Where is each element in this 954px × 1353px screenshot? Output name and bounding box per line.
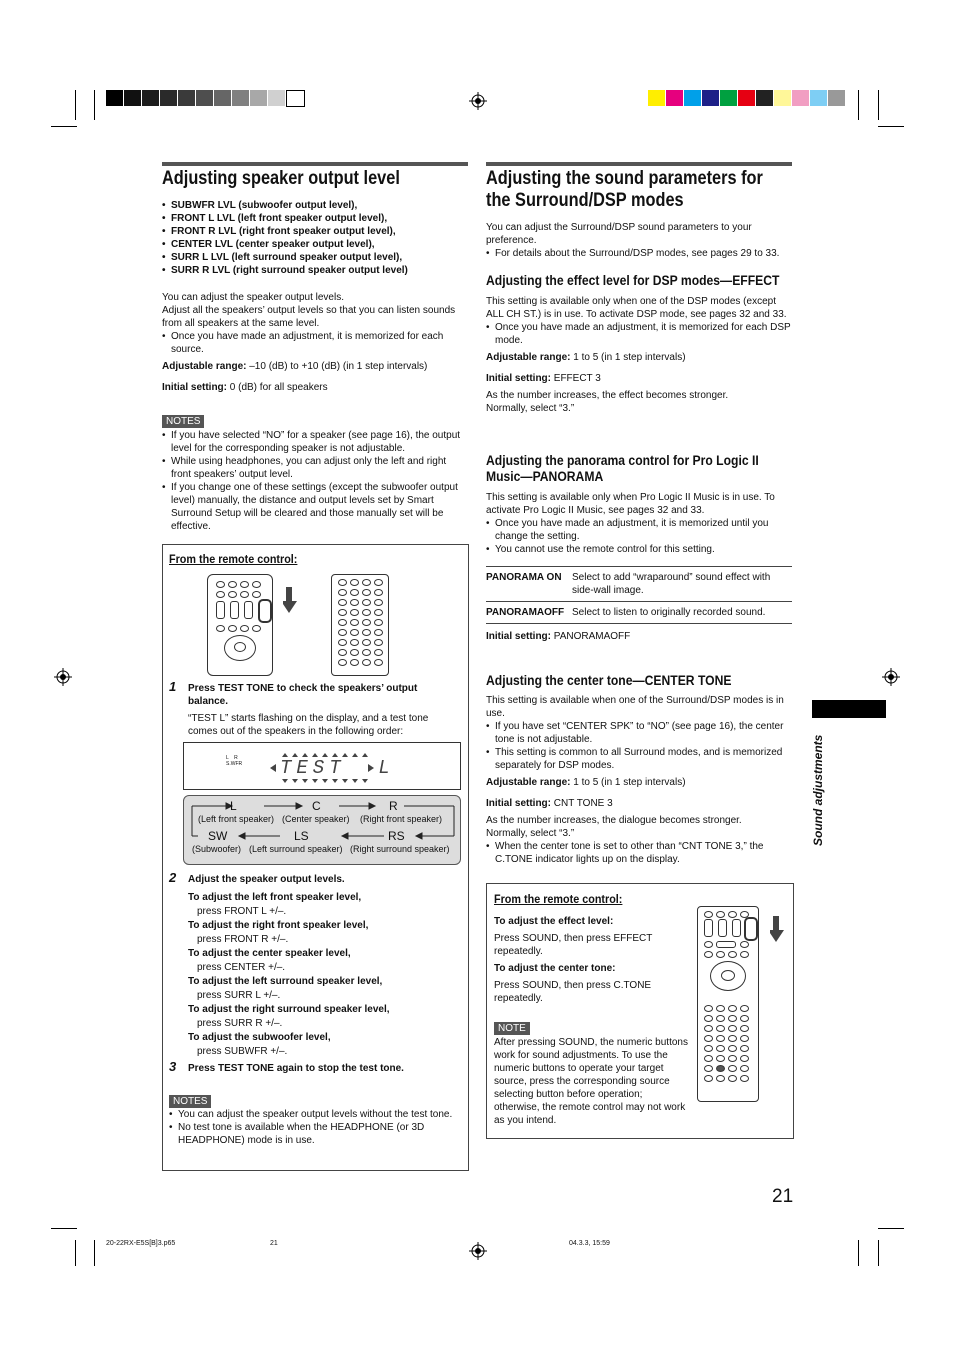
note-item: • While using headphones, you can adjust only the left and right front speakers’ output level. xyxy=(162,455,462,481)
adjust-heading: To adjust the subwoofer level, xyxy=(188,1032,331,1043)
speaker-caption: (Subwoofer) xyxy=(192,844,242,854)
gray-swatch xyxy=(124,90,141,106)
initial-value: PANORAMAOFF xyxy=(551,631,631,642)
center-tone-section xyxy=(486,694,794,874)
note-item: • No test tone is available when the HEADPHONE (or 3D HEADPHONE) mode is in use. xyxy=(169,1121,454,1147)
center-tone-heading: Adjusting the center tone—CENTER TONE xyxy=(486,673,732,688)
gray-swatch xyxy=(196,90,213,106)
heading-line: Music—PANORAMA xyxy=(486,469,604,484)
list-item: • FRONT L LVL (left front speaker output level), xyxy=(162,212,468,225)
instruction-text: Press SOUND, then press EFFECT repeatedly. xyxy=(494,933,653,957)
remote-illustration xyxy=(697,906,759,1102)
speaker-caption: (Left front speaker) xyxy=(198,814,275,824)
adjust-heading: To adjust the right front speaker level, xyxy=(188,920,369,931)
footer-page: 21 xyxy=(270,1240,278,1247)
center-text: Normally, select “3.” xyxy=(486,828,575,839)
instruction-heading: To adjust the effect level: xyxy=(494,916,614,927)
remote-box-title: From the remote control: xyxy=(169,552,298,566)
gray-swatch xyxy=(232,90,249,106)
list-item: • SURR R LVL (right surround speaker output level) xyxy=(162,264,468,277)
display-panel xyxy=(183,742,461,790)
step-number: 2 xyxy=(169,870,177,885)
crop-mark xyxy=(858,90,859,120)
speaker-label-rs: RS xyxy=(388,829,405,843)
panorama-heading xyxy=(486,453,759,485)
panorama-text: This setting is available only when Pro Logic II Music is in use. To activate Pro Logic II Music, see pages 32 and 33. xyxy=(486,492,775,516)
remote-illustration xyxy=(207,574,273,676)
speaker-label-ls: LS xyxy=(294,829,309,843)
center-bullet: • This setting is common to all Surround modes, and is memorized separately for DSP modes. xyxy=(486,746,794,772)
color-swatch xyxy=(738,90,755,106)
step-1-description: “TEST L” starts flashing on the display, and a test tone comes out of the speakers in the following order: xyxy=(188,713,429,737)
registration-target-icon xyxy=(469,1242,487,1260)
panorama-bullet: • Once you have made an adjustment, it is memorized until you change the setting. xyxy=(486,517,794,543)
panorama-section xyxy=(486,491,794,564)
note-item: • If you change one of these settings (except the subwoofer output level) manually, the distance and output levels set by Smart Surround Setup will be cleared and those manually set will be effective. xyxy=(162,481,462,533)
pointer-arrow-icon xyxy=(770,916,784,942)
crop-mark xyxy=(878,90,879,120)
center-text: This setting is available when one of the Surround/DSP modes is in use. xyxy=(486,695,784,719)
registration-target-icon xyxy=(469,92,487,110)
range-label: Adjustable range: xyxy=(486,352,571,363)
table-value: Select to listen to originally recorded sound. xyxy=(572,607,766,618)
page-title-right xyxy=(486,168,763,212)
crop-mark xyxy=(75,90,76,120)
side-tab-label: Sound adjustments xyxy=(811,734,825,846)
adjust-value: press SUBWFR +/–. xyxy=(197,1046,288,1057)
crop-mark xyxy=(51,1228,77,1229)
section-rule xyxy=(162,162,468,166)
crop-mark xyxy=(878,1240,879,1266)
note-badge: NOTE xyxy=(494,1018,530,1036)
list-item: • CENTER LVL (center speaker output level), xyxy=(162,238,468,251)
adjust-list xyxy=(188,891,458,1059)
adjust-value: press FRONT L +/–. xyxy=(197,906,287,917)
right-intro xyxy=(486,221,794,268)
adjust-value: press SURR L +/–. xyxy=(197,990,281,1001)
speaker-order-diagram xyxy=(183,795,461,865)
title-line: the Surround/DSP modes xyxy=(486,190,684,211)
step-2-text: Adjust the speaker output levels. xyxy=(188,874,345,885)
center-bullet: • When the center tone is set to other than “CNT TONE 3,” the C.TONE indicator lights up on the display. xyxy=(486,840,794,866)
color-swatch xyxy=(810,90,827,106)
effect-text: Normally, select “3.” xyxy=(486,403,575,414)
crop-mark xyxy=(878,126,904,127)
effect-text: As the number increases, the effect becomes stronger. xyxy=(486,390,729,401)
gray-swatch xyxy=(160,90,177,106)
remote-note: After pressing SOUND, the numeric buttons work for sound adjustments. To use the numeric buttons to operate your target source, press the corresponding source selecting button before operation; otherwise, the remote control may not work as you intend. xyxy=(494,1037,688,1126)
table-row xyxy=(486,602,792,624)
panorama-bullet: • You cannot use the remote control for this setting. xyxy=(486,543,794,556)
color-swatch xyxy=(702,90,719,106)
color-swatch xyxy=(828,90,845,106)
initial-label: Initial setting: xyxy=(162,382,227,393)
note-item: • You can adjust the speaker output levels without the test tone. xyxy=(169,1108,454,1121)
initial-value: EFFECT 3 xyxy=(551,373,601,384)
remote-control-box xyxy=(162,544,469,1171)
setting-list xyxy=(162,199,468,285)
speaker-caption: (Right front speaker) xyxy=(360,814,443,824)
range-label: Adjustable range: xyxy=(486,777,571,788)
page-number: 21 xyxy=(772,1186,794,1207)
color-swatch xyxy=(666,90,683,106)
range-value: –10 (dB) to +10 (dB) (in 1 step intervals) xyxy=(246,361,428,372)
intro-line: You can adjust the Surround/DSP sound parameters to your preference. xyxy=(486,222,752,246)
color-swatch xyxy=(684,90,701,106)
adjust-heading: To adjust the left front speaker level, xyxy=(188,892,362,903)
color-swatch xyxy=(756,90,773,106)
step-3-text: Press TEST TONE again to stop the test tone. xyxy=(188,1063,404,1074)
panorama-table xyxy=(486,566,792,624)
speaker-caption: (Right surround speaker) xyxy=(350,844,450,854)
range-label: Adjustable range: xyxy=(162,361,247,372)
panorama-initial xyxy=(486,630,630,643)
speaker-label-l: L xyxy=(230,799,237,813)
color-swatch xyxy=(774,90,791,106)
section-tab xyxy=(812,700,886,718)
gray-swatch xyxy=(268,90,285,106)
step-number: 1 xyxy=(169,679,177,694)
adjust-value: press SURR R +/–. xyxy=(197,1018,283,1029)
remote-box-title: From the remote control: xyxy=(494,892,623,906)
crop-mark xyxy=(858,1240,859,1266)
gray-swatch xyxy=(214,90,231,106)
gray-swatch xyxy=(106,90,123,106)
range-value: 1 to 5 (in 1 step intervals) xyxy=(570,777,686,788)
initial-value: CNT TONE 3 xyxy=(551,798,613,809)
initial-label: Initial setting: xyxy=(486,798,551,809)
crop-mark xyxy=(75,1240,76,1266)
intro-text xyxy=(162,291,470,402)
heading-line: Adjusting the panorama control for Pro Logic II xyxy=(486,453,759,468)
crop-mark xyxy=(94,1240,95,1266)
adjust-heading: To adjust the right surround speaker level, xyxy=(188,1004,390,1015)
initial-value: 0 (dB) for all speakers xyxy=(227,382,328,393)
adjust-value: press FRONT R +/–. xyxy=(197,934,289,945)
list-item: • FRONT R LVL (right front speaker output level), xyxy=(162,225,468,238)
intro-bullet: • For details about the Surround/DSP modes, see pages 29 to 33. xyxy=(486,247,794,260)
adjust-value: press CENTER +/–. xyxy=(197,962,286,973)
initial-label: Initial setting: xyxy=(486,631,551,642)
notes-list xyxy=(169,1108,454,1155)
intro-line: Adjust all the speakers’ output levels so that you can listen sounds from all speakers at the same level. xyxy=(162,305,456,329)
memo-bullet: • Once you have made an adjustment, it is memorized for each source. xyxy=(162,330,470,356)
gray-swatch xyxy=(178,90,195,106)
gray-swatch xyxy=(286,90,305,107)
adjust-heading: To adjust the left surround speaker level, xyxy=(188,976,383,987)
notes-list xyxy=(162,429,462,541)
remote-control-box xyxy=(486,883,794,1139)
color-swatch xyxy=(720,90,737,106)
crop-mark xyxy=(94,90,95,120)
notes-badge: NOTES xyxy=(162,411,204,429)
registration-target-icon xyxy=(882,668,900,686)
remote-illustration xyxy=(331,574,389,676)
crop-mark xyxy=(51,126,77,127)
speaker-label-r: R xyxy=(389,799,398,813)
step-1-text: Press TEST TONE to check the speakers’ output balance. xyxy=(188,683,418,707)
speaker-label-c: C xyxy=(312,799,321,813)
crop-mark xyxy=(878,1228,904,1229)
center-bullet: • If you have set “CENTER SPK” to “NO” (see page 16), the center tone is not adjustable. xyxy=(486,720,794,746)
list-item: • SURR L LVL (left surround speaker output level), xyxy=(162,251,468,264)
notes-badge: NOTES xyxy=(169,1091,211,1109)
center-text: As the number increases, the dialogue becomes stronger. xyxy=(486,815,742,826)
step-number: 3 xyxy=(169,1059,177,1074)
gray-swatch xyxy=(142,90,159,106)
pointer-arrow-icon xyxy=(283,587,297,613)
table-value: Select to add “wraparound” sound effect with side-wall image. xyxy=(572,572,771,596)
remote-instructions xyxy=(494,915,690,1005)
display-text: TEST L xyxy=(280,757,395,779)
speaker-label-sw: SW xyxy=(208,829,228,843)
range-value: 1 to 5 (in 1 step intervals) xyxy=(570,352,686,363)
speaker-caption: (Left surround speaker) xyxy=(249,844,343,854)
page-title-left: Adjusting speaker output level xyxy=(162,168,400,189)
table-row xyxy=(486,567,792,602)
effect-bullet: • Once you have made an adjustment, it is memorized for each DSP mode. xyxy=(486,321,794,347)
footer-file: 20-22RX-E5S[B]3.p65 xyxy=(106,1240,176,1247)
effect-text: This setting is available only when one of the DSP modes (except ALL CH ST.) is in use. To activate DSP mode, see pages 32 and 33. xyxy=(486,296,787,320)
title-line: Adjusting the sound parameters for xyxy=(486,168,763,189)
instruction-text: Press SOUND, then press C.TONE repeatedly. xyxy=(494,980,652,1004)
intro-line: You can adjust the speaker output levels. xyxy=(162,292,344,303)
table-key: PANORAMA ON xyxy=(486,572,562,583)
list-item: • SUBWFR LVL (subwoofer output level), xyxy=(162,199,468,212)
gray-swatch xyxy=(250,90,267,106)
section-rule xyxy=(486,162,792,166)
initial-label: Initial setting: xyxy=(486,373,551,384)
table-key: PANORAMAOFF xyxy=(486,607,565,618)
note-item: • If you have selected “NO” for a speaker (see page 16), the output level for the corresponding speaker is not adjustable. xyxy=(162,429,462,455)
speaker-caption: (Center speaker) xyxy=(282,814,350,824)
registration-target-icon xyxy=(54,668,72,686)
adjust-heading: To adjust the center speaker level, xyxy=(188,948,351,959)
instruction-heading: To adjust the center tone: xyxy=(494,963,616,974)
display-indicator: L R S.WFR xyxy=(226,755,243,767)
footer-date: 04.3.3, 15:59 xyxy=(569,1240,610,1247)
effect-heading: Adjusting the effect level for DSP modes—EFFECT xyxy=(486,273,780,288)
color-swatch xyxy=(648,90,665,106)
color-swatch xyxy=(792,90,809,106)
effect-section xyxy=(486,295,794,415)
